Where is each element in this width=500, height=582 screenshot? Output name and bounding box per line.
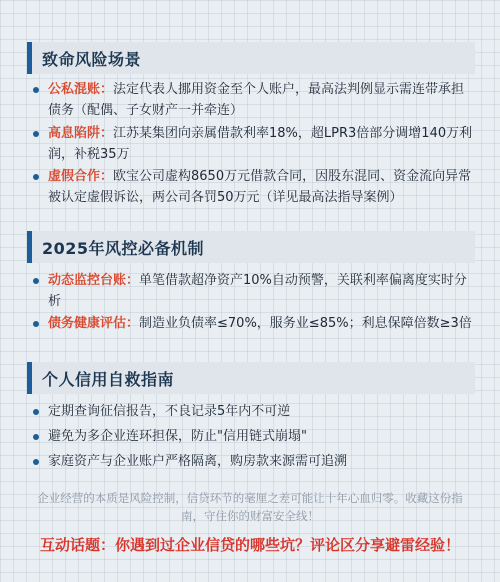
bullet-icon — [33, 434, 39, 440]
item-text: 定期查询征信报告，不良记录5年内不可逆 — [48, 404, 291, 419]
list-item — [33, 123, 473, 165]
bullet-icon — [33, 278, 39, 284]
list-item — [33, 313, 473, 334]
item-text: 欧宝公司虚构8650万元借款合同，因股东混同、资金流向异常被认定虚假诉讼，两公司各罚50万元（详见最高法指导案例） — [48, 169, 472, 205]
section-title: 2025年风控必备机制 — [42, 239, 205, 258]
section-title: 致命风险场景 — [42, 50, 142, 69]
bullet-icon — [33, 321, 39, 327]
item-keyword: 公私混账： — [48, 82, 114, 97]
section-header-fatal-risks — [27, 42, 475, 74]
item-keyword: 虚假合作： — [48, 169, 114, 184]
bullet-icon — [33, 174, 39, 180]
interactive-topic: 互动话题：你遇到过企业信贷的哪些坑？评论区分享避雷经验！ — [39, 536, 460, 554]
item-text: 法定代表人挪用资金至个人账户，最高法判例显示需连带承担债务（配偶、子女财产一并牵连） — [48, 82, 465, 118]
item-keyword: 高息陷阱： — [48, 126, 114, 141]
item-text: 避免为多企业连环担保，防止"信用链式崩塌" — [48, 429, 307, 444]
item-keyword: 动态监控台账： — [48, 273, 140, 288]
bullet-icon — [33, 459, 39, 465]
item-text: 江苏某集团向亲属借款利率18%，超LPR3倍部分调增140万利润，补税35万 — [48, 126, 473, 162]
list-item — [33, 426, 473, 447]
bullet-icon — [33, 409, 39, 415]
item-keyword: 债务健康评估： — [48, 316, 140, 331]
bullet-icon — [33, 87, 39, 93]
list-item — [33, 270, 473, 312]
item-text: 单笔借款超净资产10%自动预警，关联利率偏离度实时分析 — [48, 273, 467, 309]
section-title: 个人信用自救指南 — [42, 370, 175, 389]
bullet-icon — [33, 131, 39, 137]
item-text: 家庭资产与企业账户严格隔离，购房款来源需可追溯 — [48, 454, 348, 469]
list-item — [33, 79, 473, 121]
section-header-credit-guide — [27, 362, 475, 394]
item-text: 制造业负债率≤70%，服务业≤85%；利息保障倍数≥3倍 — [139, 316, 472, 331]
list-item — [33, 451, 473, 472]
list-item — [33, 166, 473, 208]
list-item — [33, 401, 473, 422]
section-header-risk-control — [27, 231, 475, 263]
closing-note: 企业经营的本质是风险控制，信贷环节的毫厘之差可能让十年心血归零。收藏这份指南，守住你的财富安全线！ — [37, 491, 463, 523]
